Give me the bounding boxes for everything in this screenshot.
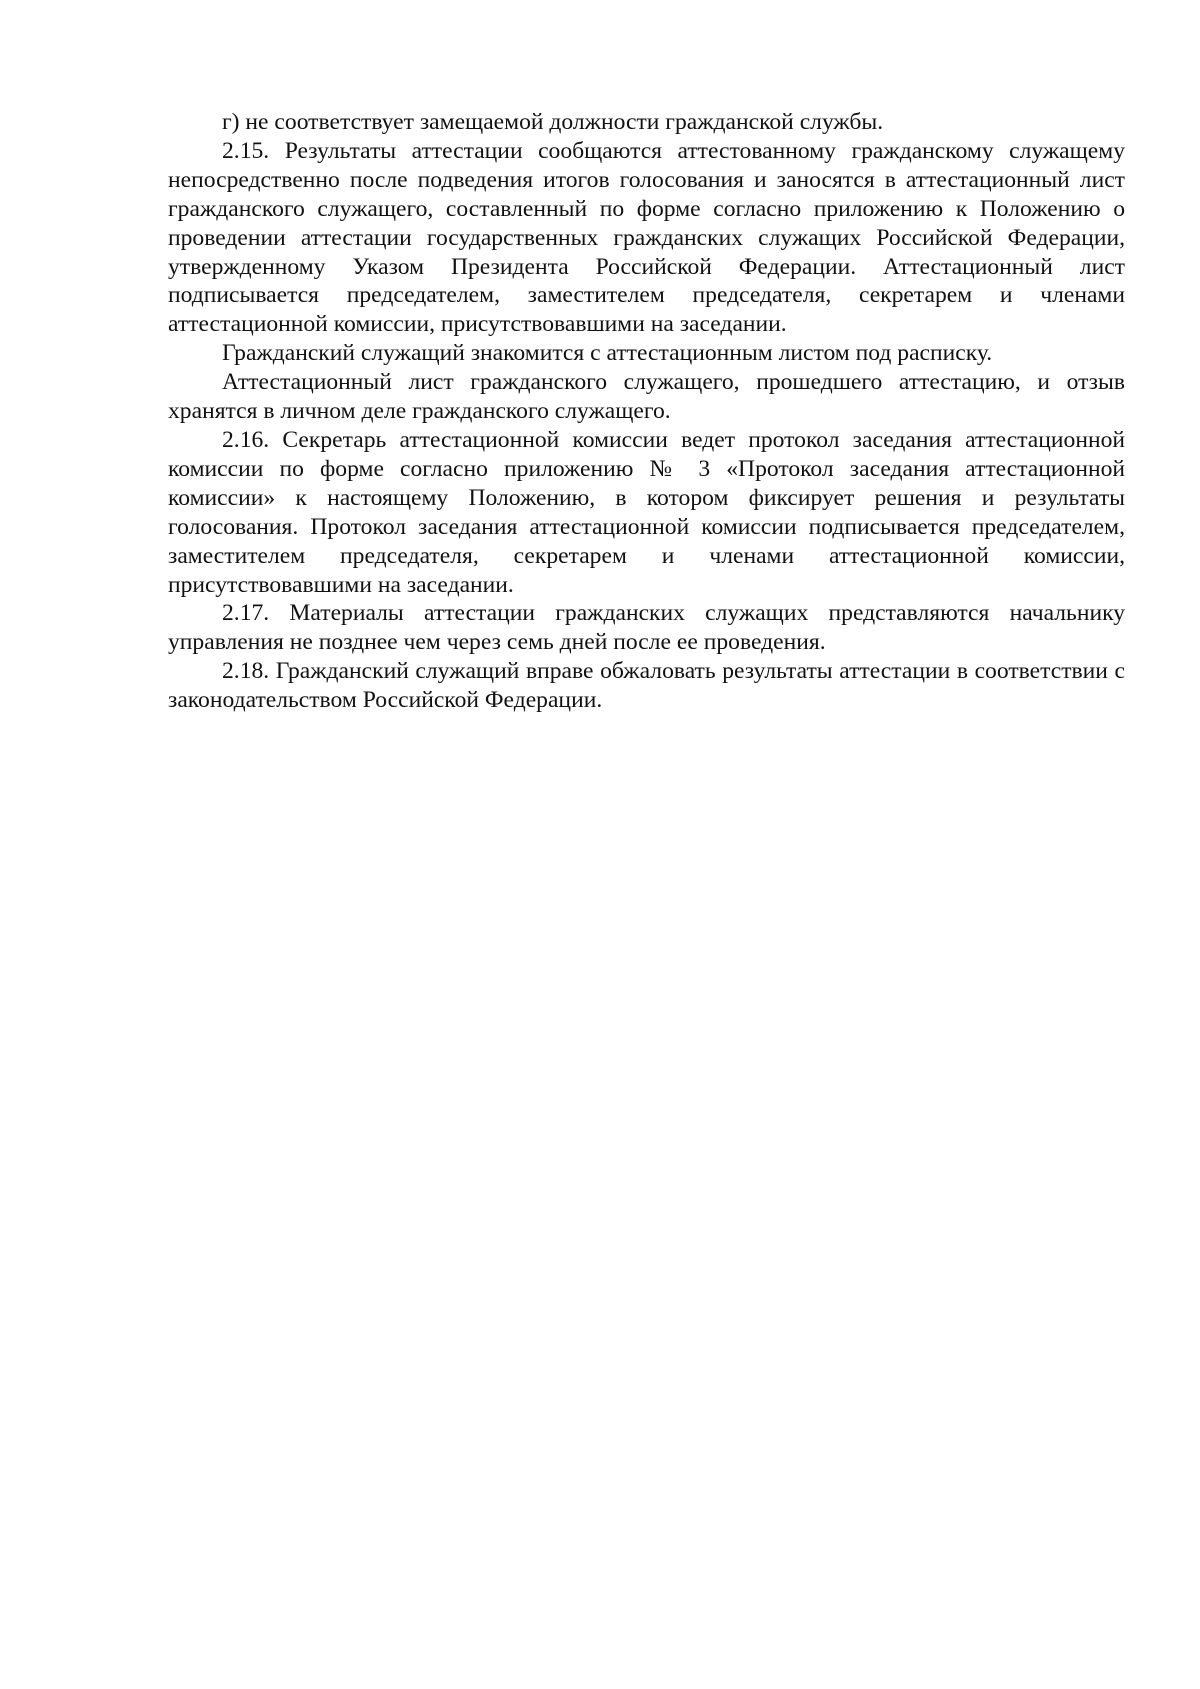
paragraph-storage: Аттестационный лист гражданского служащего, прошедшего аттестацию, и отзыв хранятся в личном деле гражданского служащего. [168, 369, 1125, 425]
paragraph-2-15: 2.15. Результаты аттестации сообщаются аттестованному гражданскому служащему непосредственно после подведения итогов голосования и заносятся в аттестационный лист гражданского служащего, составленный по форме согласно приложению к Положению о проведении аттестации государственных гражданских служащих Российской Федерации, утвержденному Указом Президента Российской Федерации. Аттестационный лист подписывается председателем, заместителем председателя, секретарем и членами аттестационной комиссии, присутствовавшими на заседании. [168, 137, 1125, 338]
paragraph-2-17: 2.17. Материалы аттестации гражданских служащих представляются начальнику управления не позднее чем через семь дней после ее проведения. [168, 600, 1125, 656]
paragraph-2-18: 2.18. Гражданский служащий вправе обжаловать результаты аттестации в соответствии с законодательством Российской Федерации. [168, 658, 1125, 714]
paragraph-2-16: 2.16. Секретарь аттестационной комиссии ведет протокол заседания аттестационной комиссии по форме согласно приложению № 3 «Протокол заседания аттестационной комиссии» к настоящему Положению, в котором фиксирует решения и результаты голосования. Протокол заседания аттестационной комиссии подписывается председателем, заместителем председателя, секретарем и членами аттестационной комиссии, присутствовавшими на заседании. [168, 426, 1125, 598]
document-body [168, 108, 1125, 715]
paragraph-acquaintance: Гражданский служащий знакомится с аттестационным листом под расписку. [222, 340, 993, 367]
paragraph-item-g: г) не соответствует замещаемой должности гражданской службы. [222, 109, 884, 135]
